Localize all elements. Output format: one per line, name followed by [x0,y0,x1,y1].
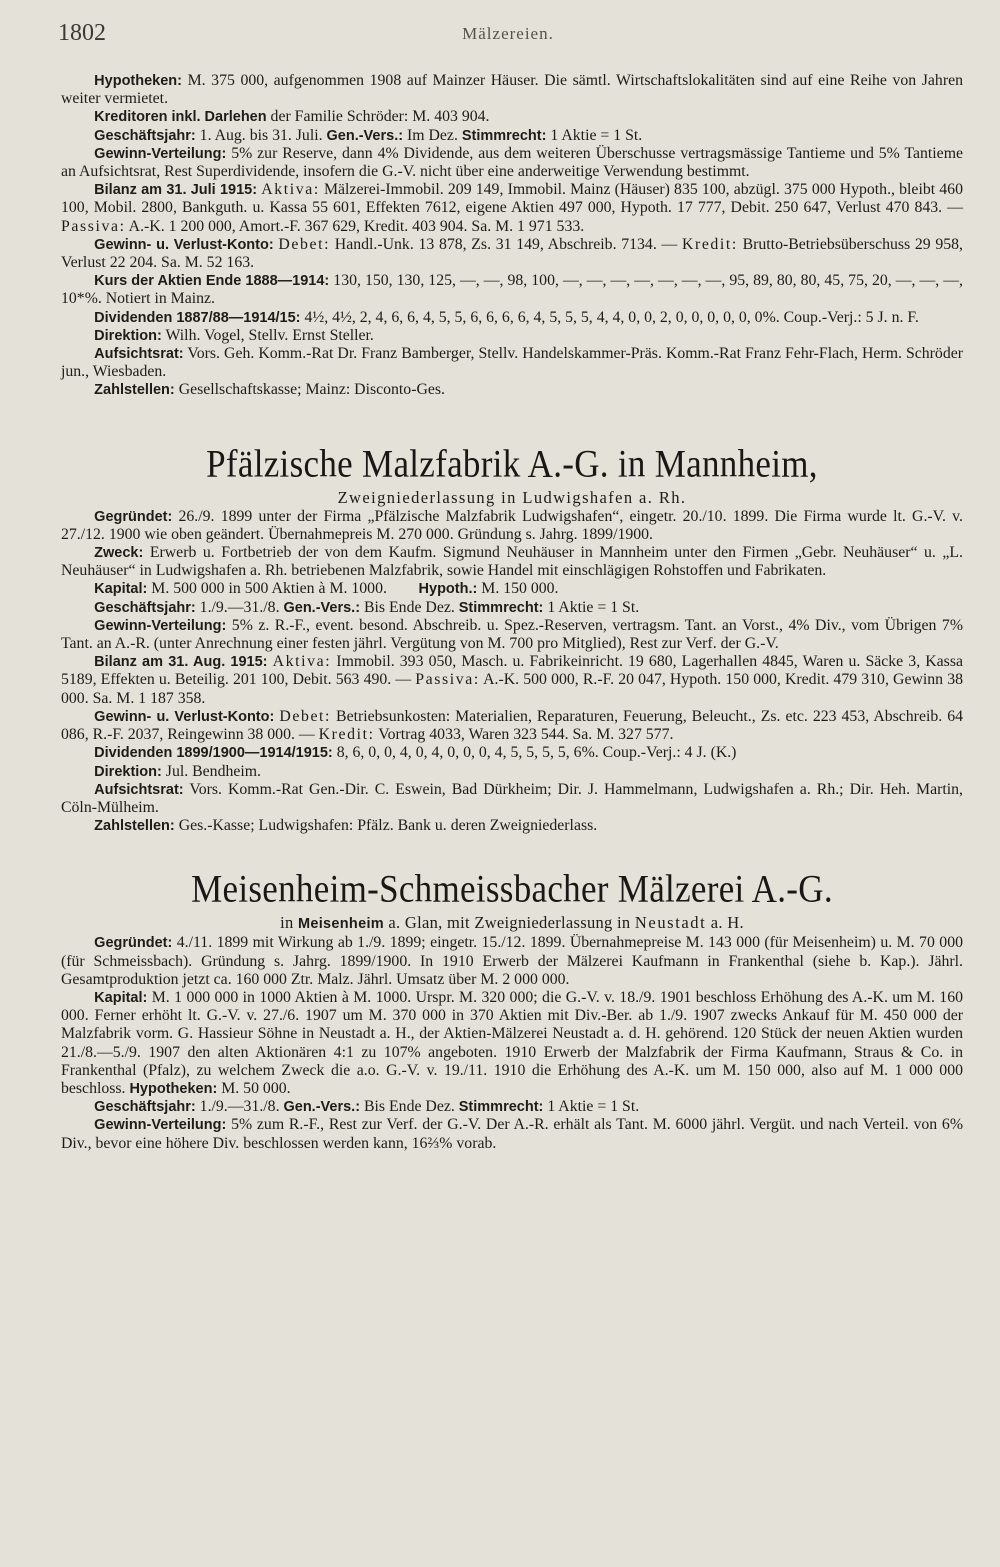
text-column [61,72,963,1153]
company-title: Pfälzische Malzfabrik A.-G. in Mannheim, [206,441,818,485]
bilanz-paragraph: Bilanz am 31. Aug. 1915: Aktiva: Immobil. 393 050, Masch. u. Fabrikeinricht. 19 680, Lagerhallen 4845, Waren u. Säcke 3, Kassa 5189, Effekten u. Beteilig. 201 100, Debit. 563 490. — Passiva: A.-K. 500 000, R.-F. 20 047, Hypoth. 150 000, Kredit. 479 310, Gewinn 38 000. Sa. M. 1 187 358. [61,653,963,707]
company-subtitle: in Meisenheim a. Glan, mit Zweigniederlassung in Neustadt a. H. [280,913,744,933]
kapital-paragraph: Kapital: M. 500 000 in 500 Aktien à M. 1000. Hypoth.: M. 150 000. [94,580,559,598]
gewinn-verteilung-paragraph: Gewinn-Verteilung: 5% zum R.-F., Rest zur Verf. der G.-V. Der A.-R. erhält als Tant. M. 6000 jährl. Vergüt. und nach Verteil. von 6% Div., bevor eine höhere Div. beschlossen werden kann, 16⅔% vorab. [61,1116,963,1152]
gewinn-verteilung-paragraph: Gewinn-Verteilung: 5% z. R.-F., event. besond. Abschreib. u. Spez.-Reserven, vertragsm. Tant. an Vorst., 4% Div., vom Übrigen 7% Tant. an A.-R. (unter Anrechnung einer festen jährl. Vergütung von M. 700 pro Mitglied), Rest zur Verf. der G.-V. [61,616,963,653]
hypotheken-paragraph: Hypotheken: M. 375 000, aufgenommen 1908 auf Mainzer Häuser. Die sämtl. Wirtschaftslokalitäten sind auf eine Reihe von Jahren weiter vermietet. [61,72,963,108]
zahlstellen-paragraph: Zahlstellen: Ges.-Kasse; Ludwigshafen: Pfälz. Bank u. deren Zweigniederlass. [94,817,598,835]
zahlstellen-paragraph: Zahlstellen: Gesellschaftskasse; Mainz: Disconto-Ges. [94,381,445,399]
geschaeftsjahr-paragraph: Geschäftsjahr: 1./9.—31./8. Gen.-Vers.: Bis Ende Dez. Stimmrecht: 1 Aktie = 1 St. [94,598,640,616]
dividenden-paragraph: Dividenden 1887/88—1914/15: 4½, 4½, 2, 4, 6, 6, 4, 5, 5, 6, 6, 6, 6, 4, 5, 5, 5, 4, 4, 0, 0, 2, 0, 0, 0, 0, 0, 0%. Coup.-Verj.: 5 J. n. F. [94,308,919,326]
aufsichtsrat-paragraph: Aufsichtsrat: Vors. Geh. Komm.-Rat Dr. Franz Bamberger, Stellv. Handelskammer-Präs. Komm.-Rat Franz Fehr-Flach, Herm. Schröder jun., Wiesbaden. [61,345,963,381]
kapital-paragraph: Kapital: M. 1 000 000 in 1000 Aktien à M. 1000. Urspr. M. 320 000; die G.-V. v. 18./9. 1901 beschloss Erhöhung des A.-K. um M. 160 000. Ferner erhöht lt. G.-V. v. 27./6. 1907 um M. 370 000 in 370 Aktien mit Div.-Ber. ab 1./9. 1907 zwecks Ankauf für M. 450 000 der Malzfabrik vorm. G. Hassieur Söhne in Neustadt a. H., der Aktien-Mälzerei Neustadt a. d. H. gehörend. 120 Stück der neuen Aktien wurden 21./8.—5./9. 1907 den alten Aktionären 4:1 zu 107% angeboten. 1910 Erwerb der Malzfabrik der Firma Kaufmann, Straus & Co. in Frankenthal (Pfalz), zu welchem Zweck die a.o. G.-V. v. 19./11. 1910 die Erhöhung des A.-K. um M. 150 000, also auf M. 1 000 000 beschloss. Hypotheken: M. 50 000. [61,988,963,1097]
zweck-paragraph: Zweck: Erwerb u. Fortbetrieb der von dem Kaufm. Sigmund Neuhäuser in Mannheim unter den Firmen „Gebr. Neuhäuser“ u. „L. Neuhäuser“ in Ludwigshafen a. Rh. betriebenen Malzfabrik, sowie Handel mit einschlägigen Rohstoffen und Fabrikaten. [61,544,963,580]
company-entry-pfaelzische-malzfabrik [61,441,963,836]
gegruendet-paragraph: Gegründet: 26./9. 1899 unter der Firma „Pfälzische Malzfabrik Ludwigshafen“, eingetr. 20./10. 1899. Die Firma wurde lt. G.-V. v. 27./12. 1900 wie oben geändert. Übernahmepreis M. 270 000. Gründung s. Jahrg. 1899/1900. [61,507,963,543]
bilanz-paragraph: Bilanz am 31. Juli 1915: Aktiva: Mälzerei-Immobil. 209 149, Immobil. Mainz (Häuser) 835 100, abzügl. 375 000 Hypoth., bleibt 460 100, Mobil. 2800, Bankguth. u. Kassa 55 601, Effekten 7612, eigene Aktien 497 000, Hypoth. 17 777, Debit. 250 647, Verlust 470 843. — Passiva: A.-K. 1 200 000, Amort.-F. 367 629, Kredit. 403 904. Sa. M. 1 971 533. [61,181,963,235]
kurs-paragraph: Kurs der Aktien Ende 1888—1914: 130, 150, 130, 125, —, —, 98, 100, —, —, —, —, —, —, —, 95, 89, 80, 80, 45, 75, 20, —, —, —, 10*%. Notiert in Mainz. [61,272,963,308]
direktion-paragraph: Direktion: Wilh. Vogel, Stellv. Ernst Steller. [94,326,374,344]
company-subtitle: Zweigniederlassung in Ludwigshafen a. Rh. [337,487,687,507]
geschaeftsjahr-paragraph: Geschäftsjahr: 1. Aug. bis 31. Juli. Gen.-Vers.: Im Dez. Stimmrecht: 1 Aktie = 1 St. [94,126,643,144]
gegruendet-paragraph: Gegründet: 4./11. 1899 mit Wirkung ab 1./9. 1899; eingetr. 15./12. 1899. Übernahmepreise M. 143 000 (für Meisenheim) u. M. 70 000 (für Schmeissbach). Gründung s. Jahrg. 1899/1900. In 1910 Erwerb der Mälzerei Kaufmann in Frankenthal (siehe b. Kap.). Jährl. Gesamtproduktion jetzt ca. 160 000 Ztr. Malz. Jährl. Umsatz über M. 2 000 000. [61,934,963,988]
gewinn-verlust-paragraph: Gewinn- u. Verlust-Konto: Debet: Betriebsunkosten: Materialien, Reparaturen, Feuerung, Beleucht., Zs. etc. 223 453, Abschreib. 64 086, R.-F. 2037, Reingewinn 38 000. — Kredit: Vortrag 4033, Waren 323 544. Sa. M. 327 577. [61,707,963,744]
page-header-title: Mälzereien. [462,24,554,43]
company-entry-meisenheim-schmeissbacher [61,866,963,1152]
page-number: 1802 [58,20,106,46]
kreditoren-paragraph: Kreditoren inkl. Darlehen der Familie Schröder: M. 403 904. [94,108,490,126]
aufsichtsrat-paragraph: Aufsichtsrat: Vors. Komm.-Rat Gen.-Dir. C. Eswein, Bad Dürkheim; Dir. J. Hammelmann, Ludwigshafen a. Rh.; Dir. Heh. Martin, Cöln-Mülheim. [61,780,963,816]
section-continued-entry [61,72,963,400]
dividenden-paragraph: Dividenden 1899/1900—1914/1915: 8, 6, 0, 0, 4, 0, 4, 0, 0, 0, 4, 5, 5, 5, 5, 6%. Coup.-Verj.: 4 J. (K.) [94,744,737,762]
direktion-paragraph: Direktion: Jul. Bendheim. [94,762,262,780]
company-title: Meisenheim-Schmeissbacher Mälzerei A.-G. [191,866,833,911]
gewinn-verteilung-paragraph: Gewinn-Verteilung: 5% zur Reserve, dann 4% Dividende, aus dem weiteren Überschusse vertragsmässige Tantieme und 5% Tantieme an Aufsichtsrat, Rest Superdividende, insofern die G.-V. nicht über eine anderweitige Verwendung bestimmt. [61,144,963,181]
geschaeftsjahr-paragraph: Geschäftsjahr: 1./9.—31./8. Gen.-Vers.: Bis Ende Dez. Stimmrecht: 1 Aktie = 1 St. [94,1098,640,1116]
gewinn-verlust-paragraph: Gewinn- u. Verlust-Konto: Debet: Handl.-Unk. 13 878, Zs. 31 149, Abschreib. 7134. — Kredit: Brutto-Betriebsüberschuss 29 958, Verlust 22 204. Sa. M. 52 163. [61,235,964,272]
running-head [58,20,958,50]
